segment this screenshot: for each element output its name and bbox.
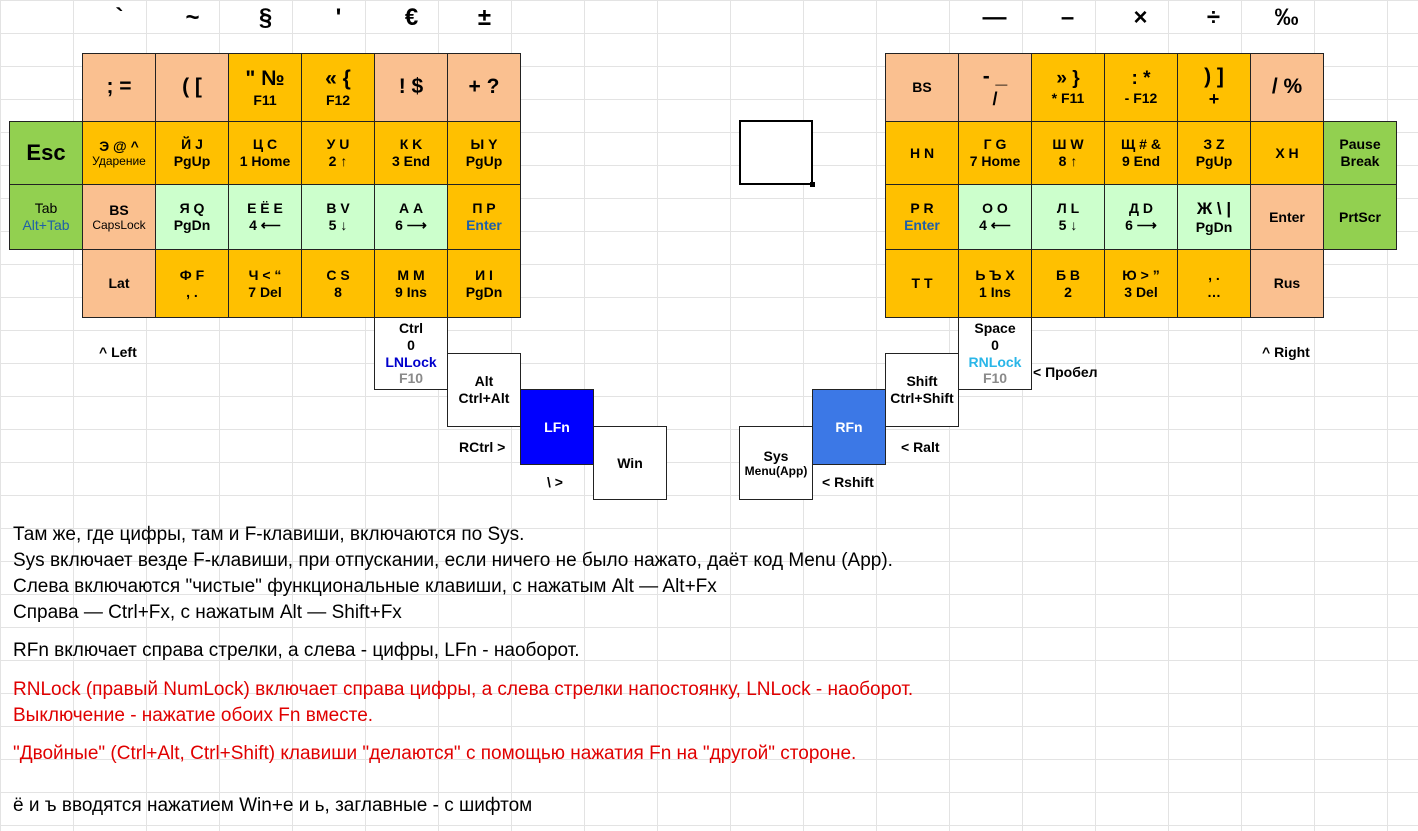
key-secondary: 7 Home	[969, 153, 1021, 169]
key-primary: + ?	[468, 75, 500, 99]
key-secondary: Alt+Tab	[22, 217, 70, 233]
key-cell	[447, 184, 521, 250]
key-cell	[1031, 249, 1105, 318]
key-secondary: Ударение	[92, 154, 146, 169]
key-cell	[82, 121, 156, 185]
key-primary: Я Q	[179, 200, 205, 217]
key-cell	[885, 121, 959, 185]
key-primary: ; =	[106, 75, 132, 99]
key-tertiary: LNLock	[385, 353, 437, 370]
backslash-label: \ >	[547, 474, 563, 490]
key-primary: ! $	[398, 75, 424, 99]
key-primary: Э @ ^	[99, 137, 139, 154]
note-line: Sys включает везде F-клавиши, при отпускании, если ничего не было нажато, даёт код Menu (App).	[13, 550, 893, 571]
key-cell	[1250, 121, 1324, 185]
key-cell	[447, 249, 521, 318]
top-symbol: ~	[185, 4, 200, 31]
top-symbol: §	[258, 4, 273, 31]
top-symbol: —	[982, 4, 1007, 31]
key-primary: И I	[475, 266, 493, 283]
key-secondary: CapsLock	[92, 218, 146, 233]
key-cell	[447, 53, 521, 122]
key-cell	[885, 53, 959, 122]
key-cell	[1177, 53, 1251, 122]
key-primary: Ж \ |	[1196, 198, 1232, 218]
key-cell	[1177, 249, 1251, 318]
key-secondary: 1 Ins	[979, 283, 1011, 300]
key-cell	[155, 184, 229, 250]
key-primary: Alt	[474, 373, 494, 390]
key-cell	[1177, 184, 1251, 250]
key-primary: PrtScr	[1338, 208, 1382, 225]
note-line: Слева включаются "чистые" функциональные клавиши, с нажатым Alt — Alt+Fx	[13, 576, 717, 597]
key-cell	[228, 184, 302, 250]
top-symbol: ‰	[1274, 4, 1299, 31]
key-cell	[374, 184, 448, 250]
key-shift	[885, 353, 959, 427]
selected-cell[interactable]	[739, 120, 813, 185]
ralt-label: < Ralt	[901, 439, 940, 455]
key-cell	[374, 53, 448, 122]
fill-handle[interactable]	[810, 182, 815, 187]
key-primary: С S	[326, 266, 350, 283]
key-secondary: PgUp	[1195, 153, 1233, 169]
key-secondary: 9 Ins	[395, 283, 427, 300]
key-cell	[1031, 184, 1105, 250]
top-symbol: ×	[1133, 4, 1148, 31]
key-secondary: PgUp	[173, 153, 211, 169]
key-primary: А A	[398, 200, 424, 217]
note-line: RNLock (правый NumLock) включает справа цифры, а слева стрелки напостоянку, LNLock - наоборот.	[13, 679, 914, 700]
key-primary: ( [	[182, 75, 202, 99]
key-secondary: Menu(App)	[744, 464, 808, 479]
key-secondary: * F11	[1051, 90, 1085, 107]
key-cell	[82, 249, 156, 318]
key-cell	[155, 121, 229, 185]
key-secondary: 0	[407, 336, 415, 353]
key-cell	[82, 184, 156, 250]
key-primary: , .	[1208, 266, 1220, 283]
key-cell	[1250, 53, 1324, 122]
key-primary: Pause	[1339, 136, 1381, 153]
key-secondary: 2	[1064, 283, 1072, 300]
key-tertiary: RNLock	[968, 353, 1022, 370]
key-primary: Ч < “	[248, 266, 282, 283]
key-secondary: F11	[253, 91, 277, 108]
key-cell	[1031, 53, 1105, 122]
key-primary: У U	[326, 136, 350, 153]
key-cell	[958, 53, 1032, 122]
key-primary: К K	[399, 136, 423, 153]
rctrl-label: RCtrl >	[459, 439, 506, 455]
key-primary: Е Ё E	[247, 200, 283, 217]
key-cell	[374, 249, 448, 318]
key-alt	[447, 353, 521, 427]
key-cell	[374, 121, 448, 185]
key-secondary: Ctrl+Shift	[890, 390, 954, 406]
key-cell	[1250, 249, 1324, 318]
key-primary: Space	[974, 319, 1016, 336]
key-secondary: …	[1207, 283, 1221, 300]
key-primary: : *	[1131, 68, 1151, 90]
key-secondary: 8 ↑	[1058, 153, 1078, 169]
key-space	[958, 317, 1032, 390]
key-primary: Г G	[983, 136, 1007, 153]
key-cell	[1177, 121, 1251, 185]
key-primary: « {	[325, 66, 351, 90]
key-secondary: F12	[325, 91, 351, 108]
key-primary: / %	[1271, 75, 1303, 99]
left-hat-label: ^ Left	[99, 344, 137, 360]
top-symbol: –	[1060, 4, 1075, 31]
key-primary: П P	[472, 200, 496, 217]
key-cell	[958, 121, 1032, 185]
key-cell	[1250, 184, 1324, 250]
key-primary: Esc	[26, 140, 66, 166]
key-primary: Щ # &	[1121, 136, 1161, 153]
key-primary: - _	[982, 64, 1008, 88]
key-cell	[1104, 184, 1178, 250]
top-symbol: €	[404, 4, 419, 31]
key-cell	[301, 184, 375, 250]
key-primary: О O	[982, 200, 1008, 217]
key-primary: Ctrl	[398, 319, 424, 336]
key-primary: BS	[109, 201, 129, 218]
key-primary: RFn	[835, 418, 863, 435]
key-primary: Ь Ъ X	[975, 266, 1015, 283]
key-cell	[301, 53, 375, 122]
top-symbol: ÷	[1206, 4, 1221, 31]
key-rfn	[812, 389, 886, 465]
key-primary: ) ]	[1204, 64, 1224, 88]
key-secondary: 5 ↓	[328, 217, 348, 233]
key-cell	[958, 184, 1032, 250]
key-secondary: Enter	[904, 217, 940, 233]
key-primary: BS	[912, 79, 932, 96]
key-secondary: 6 ⟶	[395, 217, 427, 233]
key-secondary: PgDn	[173, 217, 211, 233]
key-primary: Б B	[1055, 266, 1081, 283]
key-prtscr	[1323, 184, 1397, 250]
key-secondary: Break	[1340, 153, 1380, 169]
note-line: Выключение - нажатие обоих Fn вместе.	[13, 705, 374, 726]
key-secondary: 4 ⟵	[249, 217, 281, 233]
key-secondary: PgDn	[1195, 218, 1233, 235]
key-secondary: 2 ↑	[328, 153, 348, 169]
space-note-label: < Пробел	[1033, 364, 1098, 380]
key-secondary: - F12	[1124, 90, 1158, 107]
key-esc	[9, 121, 83, 185]
key-cell	[1104, 53, 1178, 122]
key-secondary: 5 ↓	[1058, 217, 1078, 233]
key-sys	[739, 426, 813, 500]
key-secondary: 0	[991, 336, 999, 353]
key-secondary: 7 Del	[248, 283, 282, 300]
key-ctrl	[374, 317, 448, 390]
key-cell	[301, 249, 375, 318]
key-win	[593, 426, 667, 500]
note-line: RFn включает справа стрелки, а слева - цифры, LFn - наоборот.	[13, 640, 580, 661]
top-symbol: ±	[477, 4, 492, 31]
key-primary: Lat	[108, 275, 130, 292]
key-primary: Ф F	[179, 266, 205, 283]
key-primary: Н N	[909, 144, 935, 161]
key-secondary: 1 Home	[239, 153, 291, 169]
key-primary: Р R	[910, 200, 934, 217]
key-secondary: 6 ⟶	[1125, 217, 1157, 233]
key-primary: Ш W	[1052, 136, 1084, 153]
key-primary: Sys	[763, 447, 789, 464]
key-primary: Enter	[1269, 208, 1305, 225]
top-symbol: '	[335, 4, 342, 31]
rshift-label: < Rshift	[822, 474, 874, 490]
key-lfn	[520, 389, 594, 465]
key-cell	[301, 121, 375, 185]
key-cell	[228, 249, 302, 318]
key-secondary: 3 Del	[1124, 283, 1158, 300]
key-primary: Tab	[34, 200, 58, 217]
key-primary: Ы Y	[470, 136, 498, 153]
key-cell	[1104, 121, 1178, 185]
key-primary: З Z	[1203, 136, 1225, 153]
key-pause	[1323, 121, 1397, 185]
key-secondary: 8	[334, 283, 342, 300]
key-cell	[228, 121, 302, 185]
right-hat-label: ^ Right	[1262, 344, 1310, 360]
key-cell	[155, 249, 229, 318]
top-symbol: `	[115, 4, 124, 31]
key-cell	[1104, 249, 1178, 318]
key-secondary: 4 ⟵	[979, 217, 1011, 233]
key-secondary: , .	[186, 283, 198, 300]
key-cell	[155, 53, 229, 122]
key-primary: Д D	[1129, 200, 1153, 217]
key-primary: Х H	[1275, 144, 1299, 161]
note-line: ё и ъ вводятся нажатием Win+е и ь, заглавные - с шифтом	[13, 795, 533, 816]
key-cell	[958, 249, 1032, 318]
key-primary: Rus	[1273, 275, 1301, 292]
key-primary: Shift	[906, 373, 938, 390]
key-secondary: 3 End	[391, 153, 431, 169]
key-primary: Ц C	[252, 136, 278, 153]
key-cell	[228, 53, 302, 122]
key-primary: LFn	[544, 418, 570, 435]
key-cell	[885, 184, 959, 250]
note-line: Там же, где цифры, там и F-клавиши, включаются по Sys.	[13, 524, 525, 545]
key-primary: Win	[617, 454, 643, 471]
key-primary: " №	[245, 66, 285, 90]
key-primary: Т T	[911, 275, 933, 292]
key-fkey: F10	[982, 370, 1008, 387]
note-line: Справа — Ctrl+Fx, с нажатым Alt — Shift+Fx	[13, 602, 402, 623]
key-secondary: PgDn	[465, 283, 503, 300]
key-primary: Ю > ”	[1122, 266, 1160, 283]
key-cell	[447, 121, 521, 185]
note-line: "Двойные" (Ctrl+Alt, Ctrl+Shift) клавиши "делаются" с помощью нажатия Fn на "другой" стороне.	[13, 743, 857, 764]
key-cell	[885, 249, 959, 318]
key-fkey: F10	[398, 370, 424, 387]
key-secondary: Enter	[466, 217, 502, 233]
key-secondary: +	[1208, 89, 1220, 110]
key-tab	[9, 184, 83, 250]
key-cell	[1031, 121, 1105, 185]
key-cell	[82, 53, 156, 122]
key-primary: В V	[326, 200, 350, 217]
key-primary: Л L	[1056, 200, 1080, 217]
key-primary: М M	[397, 266, 425, 283]
key-secondary: /	[992, 89, 998, 110]
key-primary: Й J	[181, 136, 203, 153]
key-secondary: 9 End	[1121, 153, 1161, 169]
key-secondary: Ctrl+Alt	[458, 390, 510, 406]
key-secondary: PgUp	[465, 153, 503, 169]
key-primary: » }	[1056, 68, 1080, 90]
